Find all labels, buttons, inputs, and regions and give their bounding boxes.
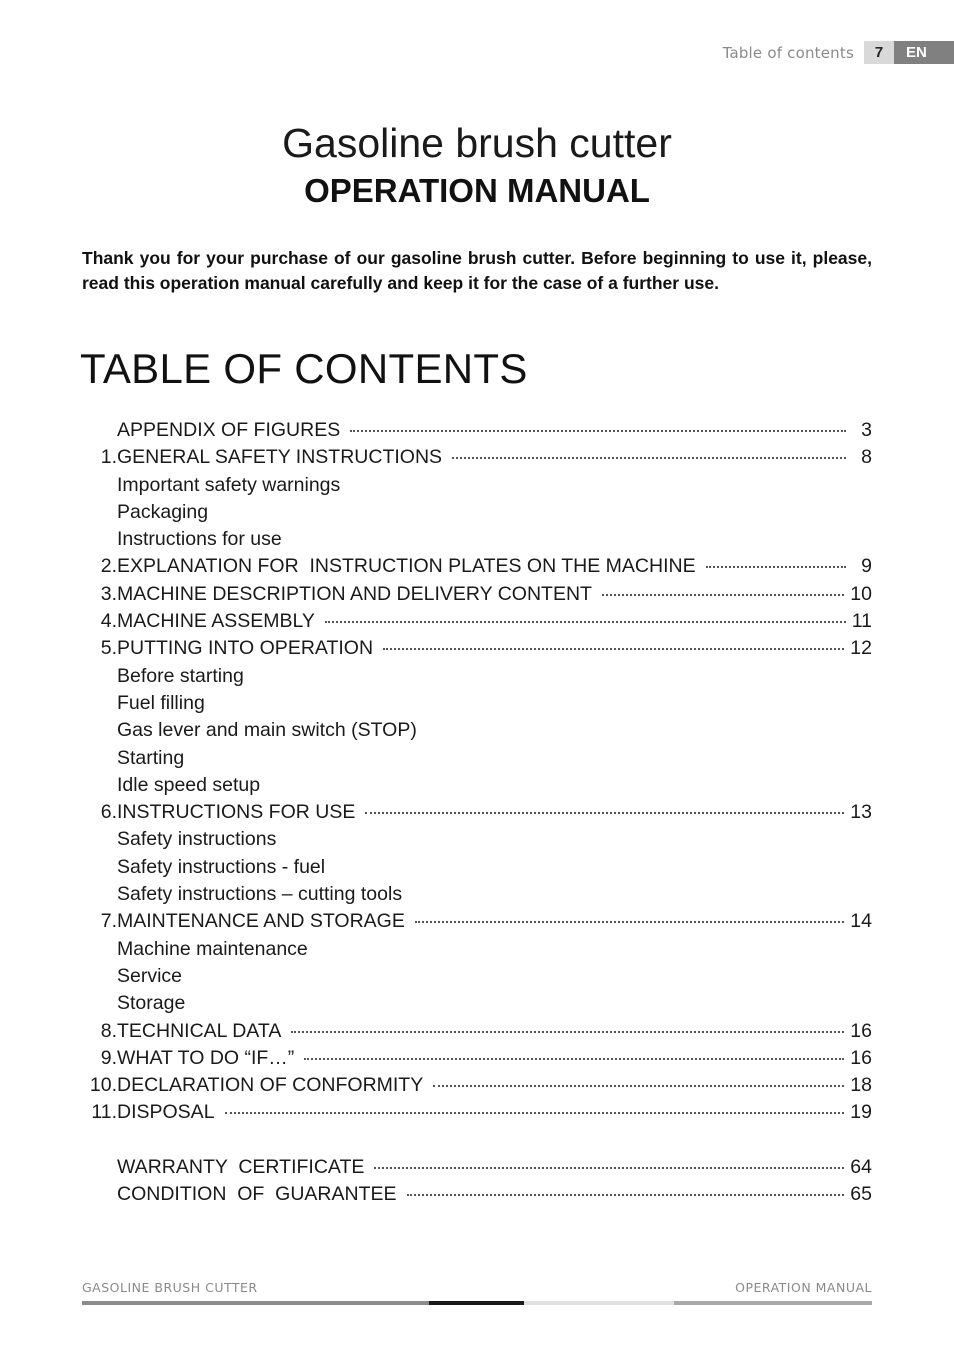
toc-entry-page: 9 (861, 555, 872, 578)
toc-dot-leader (452, 456, 846, 459)
toc-heading: TABLE OF CONTENTS (80, 345, 528, 392)
toc-entry (82, 938, 872, 965)
toc-entry-label: DECLARATION OF CONFORMITY (117, 1074, 424, 1097)
toc-entry-label: Starting (117, 746, 185, 769)
toc-entry (82, 1183, 872, 1210)
toc-entry-page: 64 (850, 1156, 872, 1179)
toc-entry-label: Safety instructions - fuel (117, 855, 326, 878)
toc-entry-label: CONDITION OF GUARANTEE (117, 1183, 397, 1206)
toc-entry-label: Idle speed setup (117, 773, 261, 796)
toc-dot-leader (383, 647, 844, 650)
toc-entry-label: WARRANTY CERTIFICATE (117, 1156, 365, 1179)
toc-dot-leader (374, 1166, 844, 1169)
footer-divider-segment (674, 1301, 872, 1305)
toc-entry (82, 446, 872, 473)
toc-entry-number: 2. (100, 555, 117, 578)
toc-dot-leader (291, 1030, 844, 1033)
toc-dot-leader (706, 565, 846, 568)
header-language-tab: EN (894, 41, 954, 64)
toc-entry (82, 665, 872, 692)
toc-entry (82, 747, 872, 774)
toc-entry-page: 14 (850, 910, 872, 933)
toc-entry-label: Service (117, 964, 183, 987)
toc-entry (82, 692, 872, 719)
footer-product-name: GASOLINE BRUSH CUTTER (82, 1280, 258, 1295)
toc-entry-number: 8. (100, 1019, 117, 1042)
toc-entry-page: 12 (850, 637, 872, 660)
table-of-contents (82, 419, 872, 1211)
toc-dot-leader (365, 811, 844, 814)
toc-entry-page: 11 (851, 610, 872, 633)
toc-entry (82, 801, 872, 828)
toc-entry (82, 719, 872, 746)
toc-entry-label: Machine maintenance (117, 937, 308, 960)
header-page-number: 7 (864, 41, 894, 64)
toc-entry-page: 16 (850, 1046, 872, 1069)
toc-entry-label: MACHINE ASSEMBLY (117, 610, 315, 633)
toc-entry (82, 1074, 872, 1101)
toc-entry (82, 1156, 872, 1183)
toc-entry-label: Instructions for use (117, 528, 282, 551)
toc-entry-label: TECHNICAL DATA (117, 1019, 282, 1042)
toc-entry (82, 992, 872, 1019)
toc-dot-leader (407, 1193, 845, 1196)
footer-divider (82, 1301, 872, 1305)
toc-entry-label: Gas lever and main switch (STOP) (117, 719, 417, 742)
toc-entry (82, 828, 872, 855)
toc-entry-label: Safety instructions – cutting tools (117, 883, 403, 906)
toc-dot-leader (304, 1057, 844, 1060)
toc-entry-number: 11. (91, 1101, 117, 1124)
intro-paragraph: Thank you for your purchase of our gasoline brush cutter. Before beginning to use it, please, read this operation manual carefully and keep it for the case of a further use. (82, 248, 872, 293)
toc-entry (82, 883, 872, 910)
toc-entry-label: INSTRUCTIONS FOR USE (117, 801, 356, 824)
document-title: Gasoline brush cutter (282, 120, 672, 166)
toc-entry-number: 5. (100, 637, 117, 660)
toc-entry (82, 965, 872, 992)
toc-entry-page: 65 (850, 1183, 872, 1206)
toc-entry (82, 910, 872, 937)
toc-entry-label: MACHINE DESCRIPTION AND DELIVERY CONTENT (117, 582, 592, 605)
toc-entry-page: 10 (850, 582, 872, 605)
toc-entry-label: Fuel filling (117, 691, 205, 714)
footer-document-name: OPERATION MANUAL (735, 1280, 872, 1295)
footer-divider-segment (82, 1301, 429, 1305)
toc-entry-number: 10. (89, 1074, 117, 1097)
toc-entry-label: Safety instructions (117, 828, 277, 851)
toc-entry-page: 16 (850, 1019, 872, 1042)
toc-entry-page: 3 (861, 419, 872, 441)
toc-dot-leader (225, 1111, 845, 1114)
toc-entry-number: 6. (100, 801, 117, 824)
toc-entry-label: Packaging (117, 500, 209, 523)
toc-dot-leader (415, 920, 844, 923)
toc-dot-leader (350, 429, 846, 432)
toc-entry (82, 555, 872, 582)
toc-spacer (82, 1129, 872, 1156)
toc-entry-label: Storage (117, 992, 186, 1015)
toc-entry (82, 610, 872, 637)
toc-entry (82, 1047, 872, 1074)
header-section-title: Table of contents (722, 43, 854, 62)
toc-entry-label: Before starting (117, 664, 244, 687)
toc-entry-label: MAINTENANCE AND STORAGE (117, 910, 405, 933)
toc-dot-leader (602, 593, 844, 596)
footer-divider-segment (429, 1301, 524, 1305)
toc-entry-label: GENERAL SAFETY INSTRUCTIONS (117, 446, 443, 469)
toc-entry-page: 8 (861, 446, 872, 469)
toc-entry (82, 419, 872, 446)
toc-entry-label: APPENDIX OF FIGURES (117, 419, 341, 441)
toc-entry-label: PUTTING INTO OPERATION (117, 637, 374, 660)
toc-entry (82, 856, 872, 883)
toc-entry-label: EXPLANATION FOR INSTRUCTION PLATES ON THE MACHINE (117, 555, 696, 578)
toc-dot-leader (433, 1084, 844, 1087)
toc-entry (82, 528, 872, 555)
toc-entry-page: 19 (850, 1101, 872, 1124)
toc-entry (82, 501, 872, 528)
toc-entry (82, 474, 872, 501)
toc-entry-page: 18 (850, 1074, 872, 1097)
toc-entry-label: Important safety warnings (117, 473, 341, 496)
page-header (723, 41, 954, 64)
toc-entry-number: 7. (100, 910, 117, 933)
toc-entry (82, 774, 872, 801)
toc-entry-number: 4. (100, 610, 117, 633)
toc-entry-number: 9. (100, 1046, 117, 1069)
document-subtitle: OPERATION MANUAL (304, 172, 650, 209)
toc-entry-page: 13 (850, 801, 872, 824)
toc-entry-number: 3. (100, 582, 117, 605)
toc-entry-label: DISPOSAL (117, 1101, 215, 1124)
toc-entry (82, 583, 872, 610)
toc-entry (82, 1101, 872, 1128)
toc-entry (82, 1020, 872, 1047)
footer-divider-segment (524, 1301, 674, 1305)
toc-dot-leader (325, 620, 846, 623)
toc-entry (82, 637, 872, 664)
toc-entry-label: WHAT TO DO “IF…” (117, 1046, 295, 1069)
toc-entry-number: 1. (100, 446, 117, 469)
